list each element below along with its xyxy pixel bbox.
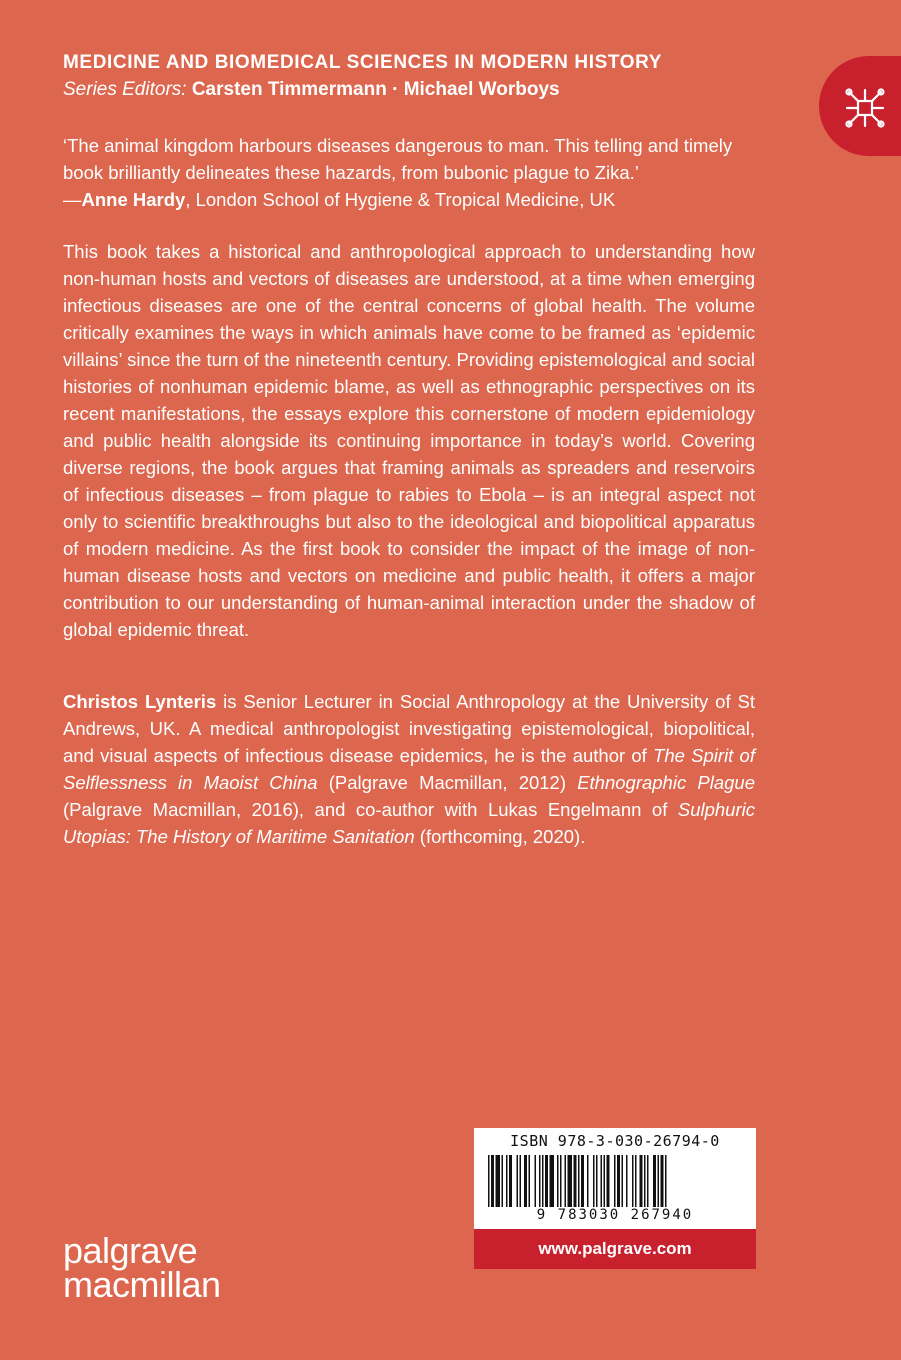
bio-text: (Palgrave Macmillan, 2012) xyxy=(317,772,578,793)
book-title: The Spirit of Selflessness in Maoist China xyxy=(63,745,755,793)
barcode-icon xyxy=(488,1155,742,1207)
quote-text: ‘The animal kingdom harbours diseases dangerous to man. This telling and timely book brilliantly delineates these hazards, from bubonic plague to Zika.’ xyxy=(63,135,733,183)
series-title: MEDICINE AND BIOMEDICAL SCIENCES IN MODERN HISTORY xyxy=(63,52,662,73)
publisher-url[interactable]: www.palgrave.com xyxy=(474,1229,756,1269)
series-editors-names: Carsten Timmermann · Michael Worboys xyxy=(191,79,560,100)
book-title: Sulphuric Utopias: The History of Maritime Sanitation xyxy=(63,799,755,847)
quote-attribution xyxy=(63,186,755,213)
palgrave-logo-icon xyxy=(841,84,889,132)
isbn-barcode-block xyxy=(474,1128,756,1269)
book-title: Ethnographic Plague xyxy=(577,772,755,793)
isbn-text: ISBN 978-3-030-26794-0 xyxy=(510,1132,720,1150)
palgrave-logo-badge xyxy=(819,56,901,156)
publisher-line2: macmillan xyxy=(63,1264,221,1305)
series-editors xyxy=(63,79,560,101)
bio-text: is Senior Lecturer in Social Anthropology at the University of St Andrews, UK. A medical anthropologist investigating epistemological, biopolitical, and visual aspects of infectious disease epidemics, he is the author of xyxy=(63,691,755,766)
series-editors-label: Series Editors: xyxy=(63,79,187,100)
quote-dash: — xyxy=(63,189,82,210)
bio-text: (forthcoming, 2020). xyxy=(414,826,586,847)
author-name: Christos Lynteris xyxy=(63,691,217,712)
author-bio xyxy=(63,688,755,850)
publisher-logo xyxy=(63,1230,221,1305)
bio-text: (Palgrave Macmillan, 2016), and co-author with Lukas Engelmann of xyxy=(63,799,678,820)
quote-affiliation: , London School of Hygiene & Tropical Medicine, UK xyxy=(185,189,616,210)
endorsement-quote xyxy=(63,132,755,213)
quote-author: Anne Hardy xyxy=(81,189,186,210)
publisher-line1: palgrave xyxy=(63,1230,198,1271)
book-description: This book takes a historical and anthropological approach to understanding how non-human hosts and vectors of diseases are understood, at a time when emerging infectious diseases are one of the central concerns of global health. The volume critically examines the ways in which animals have come to be framed as ‘epidemic villains’ since the turn of the nineteenth century. Providing epistemological and social histories of nonhuman epidemic blame, as well as ethnographic perspectives on its recent manifestations, the essays explore this cornerstone of modern epidemiology and public health alongside its continuing importance in today’s world. Covering diverse regions, the book argues that framing animals as spreaders and reservoirs of infectious diseases – from plague to rabies to Ebola – is an integral aspect not only to scientific breakthroughs but also to the ideological and biopolitical apparatus of modern medicine. As the first book to consider the impact of the image of non-human disease hosts and vectors on medicine and public health, it offers a major contribution to our understanding of human-animal interaction under the shadow of global epidemic threat. xyxy=(63,241,755,640)
barcode-digits: 9 783030 267940 xyxy=(536,1207,694,1223)
